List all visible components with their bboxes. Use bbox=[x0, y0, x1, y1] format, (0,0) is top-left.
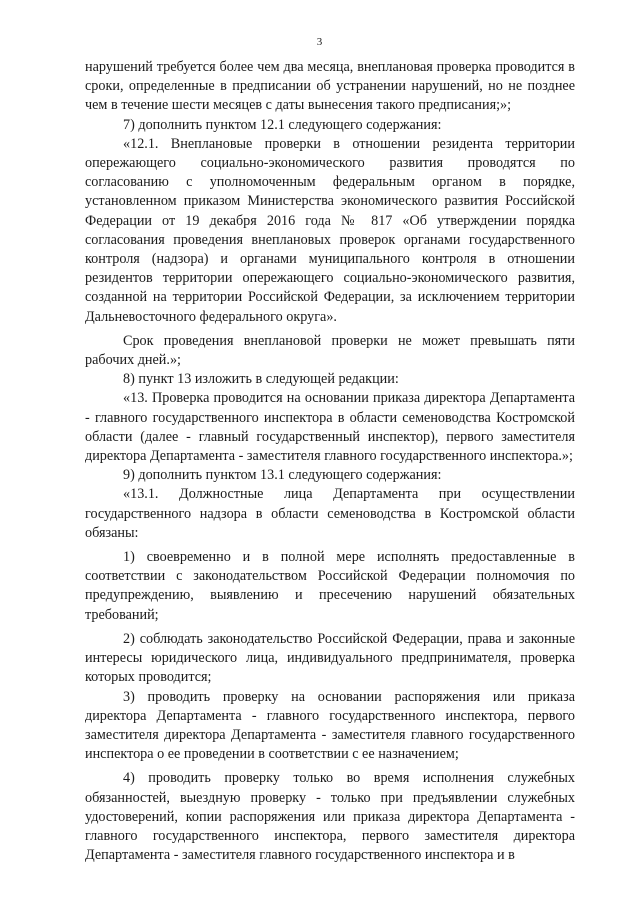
duty-4: 4) проводить проверку только во время исполнения служебных обязанностей, выездную проверку - только при предъявлении служебных удостоверений, копии распоряжения или приказа директора Департамента - главного государственного инспектора, первого заместителя директора Департамента - заместителя главного государственного инспектора и в bbox=[85, 770, 575, 864]
page-number: 3 bbox=[316, 36, 323, 48]
clause-13: «13. Проверка проводится на основании приказа директора Департамента - главного государственного инспектора в области семеноводства Костромской области (далее - главный государственный инспектор), первого заместителя директора Департамента - заместителя главного государственного инспектора.»; bbox=[85, 390, 575, 465]
item-8-heading: 8) пункт 13 изложить в следующей редакции: bbox=[123, 371, 399, 388]
item-7-heading: 7) дополнить пунктом 12.1 следующего содержания: bbox=[123, 116, 442, 133]
item-9-heading: 9) дополнить пунктом 13.1 следующего содержания: bbox=[123, 467, 442, 484]
clause-13-1: «13.1. Должностные лица Департамента при осуществлении государственного надзора в области семеноводства в Костромской области обязаны: bbox=[85, 486, 575, 541]
document-body bbox=[85, 58, 575, 865]
clause-12-1: «12.1. Внеплановые проверки в отношении резидента территории опережающего социально-экономического развития проводятся по согласованию с уполномоченным федеральным органом в порядке, установленном приказом Министерства экономического развития Российской Федерации от 19 декабря 2016 года № 817 «Об утверждении порядка согласования проведения внеплановых проверок органами государственного контроля (надзора) и органами муниципального контроля в отношении резидентов территории опережающего социально-экономического развития, созданной на территории Российской Федерации, за исключением территории Дальневосточного федерального округа». bbox=[85, 135, 575, 325]
clause-12-1-term: Срок проведения внеплановой проверки не может превышать пяти рабочих дней.»; bbox=[85, 332, 575, 369]
paragraph-continuation: нарушений требуется более чем два месяца, внеплановая проверка проводится в сроки, определенные в предписании об устранении нарушений, но не позднее чем в течение шести месяцев с даты вынесения такого предписания;»; bbox=[85, 59, 575, 114]
duty-2: 2) соблюдать законодательство Российской Федерации, права и законные интересы юридического лица, индивидуального предпринимателя, проверка которых проводится; bbox=[85, 630, 575, 686]
duty-3: 3) проводить проверку на основании распоряжения или приказа директора Департамента - главного государственного инспектора, первого заместителя директора Департамента - заместителя главного государственного инспектора о ее проведении в соответствии с ее назначением; bbox=[85, 688, 575, 763]
duty-1: 1) своевременно и в полной мере исполнять предоставленные в соответствии с законодательством Российской Федерации полномочия по предупреждению, выявлению и пресечению нарушений обязательных требований; bbox=[85, 549, 575, 623]
